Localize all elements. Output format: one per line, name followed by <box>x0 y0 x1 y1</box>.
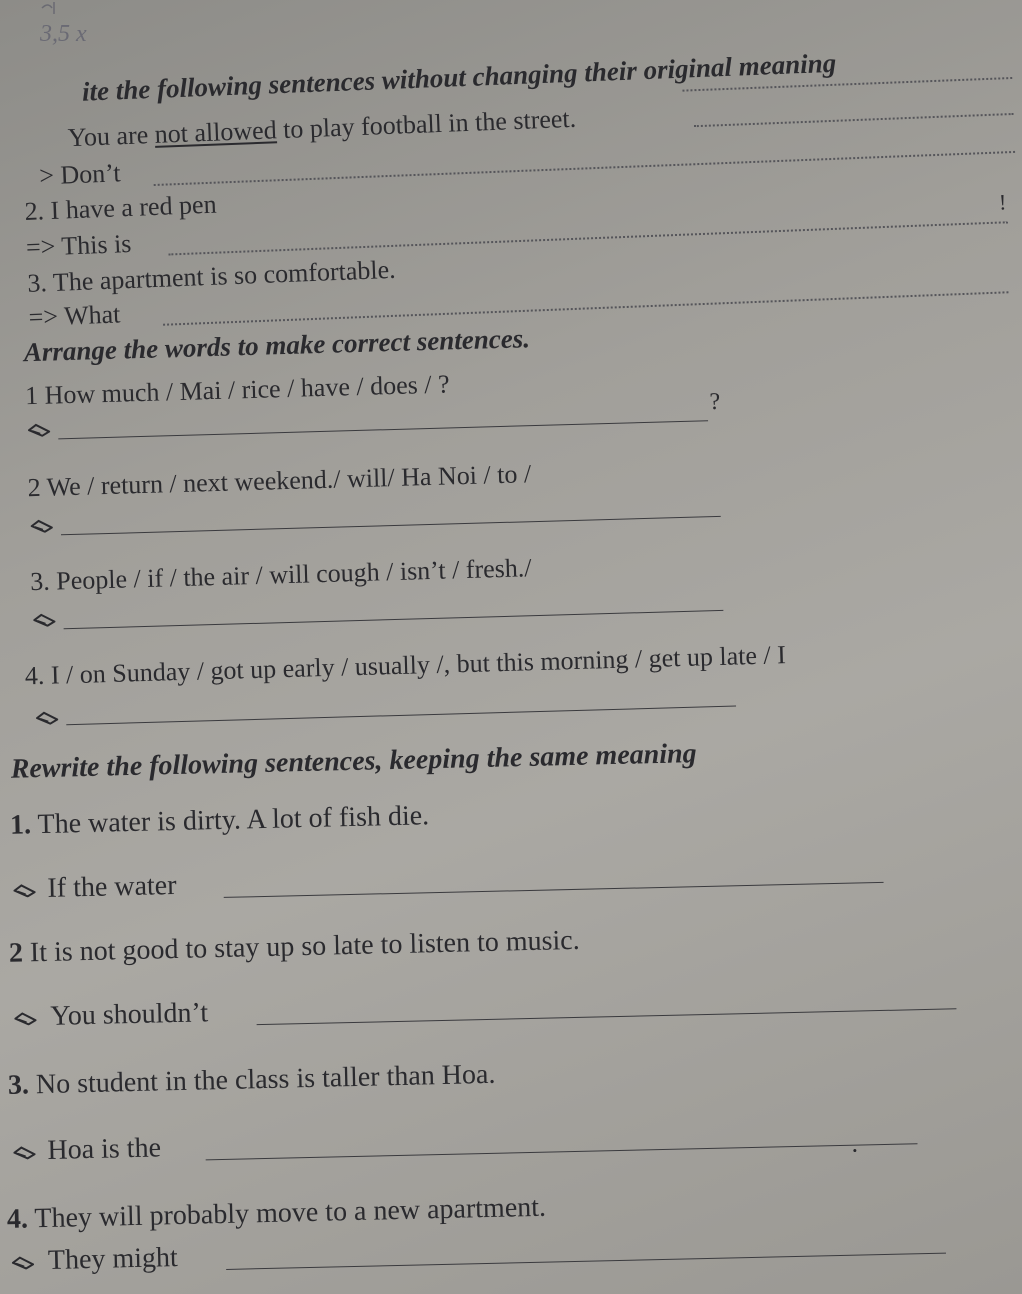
item1-answer-prompt: > Don’t <box>38 158 122 191</box>
item2-end-mark: ! <box>998 189 1007 215</box>
section2-heading: Arrange the words to make correct sentences. <box>23 323 531 368</box>
item3-prompt: 3. The apartment is so comfortable. <box>26 254 397 298</box>
rewrite-item4-answer-line[interactable] <box>226 1253 946 1270</box>
rewrite-item3-answer-line[interactable] <box>206 1143 918 1160</box>
arrange-item3: 3. People / if / the air / will cough / isn’t / fresh./ <box>29 553 532 597</box>
rewrite-item2-prompt: 2 It is not good to stay up so late to listen to music. <box>8 924 581 969</box>
section1-heading: ite the following sentences without changing their original meaning <box>81 47 837 107</box>
underlined-phrase: not allowed <box>154 115 278 149</box>
rewrite-item2-answer-prompt: You shouldn’t <box>50 997 209 1032</box>
arrange-item1: 1 How much / Mai / rice / have / does / ? <box>24 369 450 411</box>
rewrite-item4-answer-prompt: They might <box>47 1242 179 1276</box>
arrange-item2: 2 We / return / next weekend./ will/ Ha Noi / to / <box>27 459 532 503</box>
rewrite-item2-answer-line[interactable] <box>257 1008 957 1025</box>
writing-hand-icon <box>13 883 35 897</box>
section3-heading: Rewrite the following sentences, keeping the same meaning <box>10 738 697 785</box>
item3-answer-prompt: => What <box>28 299 121 332</box>
rewrite-item3-end-mark: . <box>851 1128 859 1158</box>
rewrite-item1-prompt: 1. The water is dirty. A lot of fish die. <box>9 800 430 841</box>
writing-hand-icon <box>12 1255 34 1269</box>
rewrite-item3-prompt: 3. No student in the class is taller than Hoa. <box>7 1058 496 1101</box>
item1-prompt: You are not allowed to play football in the street. <box>67 103 577 153</box>
arrange-item4: 4. I / on Sunday / got up early / usually /, but this morning / get up late / I <box>24 640 787 691</box>
scribble-text: 3,5 x <box>40 21 87 47</box>
item2-prompt: 2. I have a red pen <box>24 189 218 226</box>
rewrite-item1-answer-prompt: If the water <box>47 869 177 904</box>
rewrite-item3-answer-prompt: Hoa is the <box>47 1132 162 1166</box>
item2-answer-prompt: => This is <box>25 228 132 262</box>
writing-hand-icon <box>14 1011 36 1025</box>
rewrite-item4-prompt: 4. They will probably move to a new apartment. <box>6 1191 547 1235</box>
writing-hand-icon <box>13 1145 35 1159</box>
rewrite-item1-answer-line[interactable] <box>224 882 884 898</box>
arrange-item1-end-mark: ? <box>709 388 721 416</box>
